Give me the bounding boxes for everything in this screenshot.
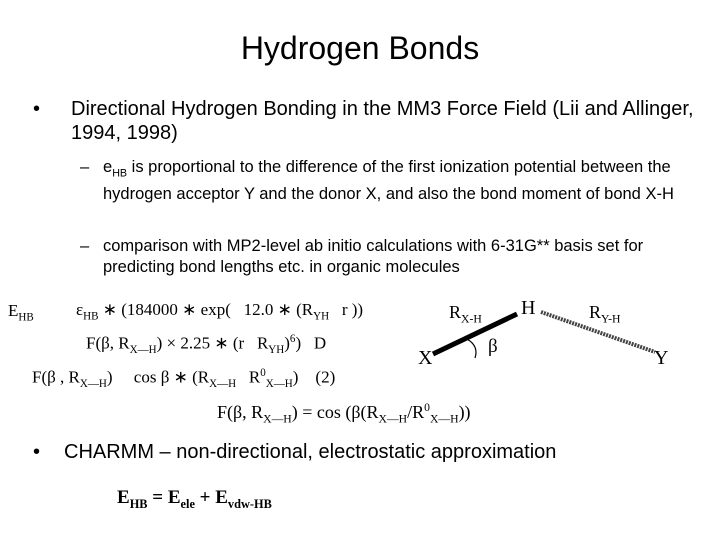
equation-line-3: F(β , $R_{X—H}$) cos β ∗ ($R_{X—H}$ $R^0_{X—H}$) (2) <box>32 367 336 391</box>
bullet-marker: • <box>33 441 41 463</box>
sub-bullet-marker: – <box>80 158 90 176</box>
page-title: Hydrogen Bonds <box>240 30 480 66</box>
sub-bullet-mp2-text: comparison with MP2-level ab initio calculations with 6-31G** basis set for predicting bond lengths etc. in organic molecules <box>103 237 644 276</box>
ryh-label: $R_{Y-H}$ <box>589 302 621 326</box>
ehb-symbol: e <box>103 158 113 176</box>
ehb-description: is proportional to the difference of the first ionization potential between the hydrogen acceptor Y and the donor X, and also the bond moment of bond X-H <box>103 158 674 204</box>
equation-ehb-lhs: $E_{HB}$ <box>8 301 34 324</box>
equation-line-4: F(β, $R_{X—H}) = \cos (\beta(R_{X—H}/R^0_{X—H}))$ <box>217 401 471 426</box>
beta-angle-arc <box>467 339 476 358</box>
atom-y-label: Y <box>654 347 669 369</box>
bullet-marker: • <box>33 98 41 120</box>
equation-line-2: F(β, $R_{X—H}) \times 2.25$ ∗ (r $R_{YH})^6$) D <box>86 333 327 357</box>
rxh-label: $R_{X-H}$ <box>449 302 482 326</box>
atom-x-label: X <box>418 347 433 369</box>
beta-label: β <box>488 336 498 357</box>
equation-charmm: $E_{HB} = E_{ele} + E_{vdw-HB}$ <box>117 487 272 511</box>
sub-bullet-ehb-text <box>103 157 703 205</box>
equation-line-1: $\varepsilon_{HB}$ ∗ (184000 ∗ exp( 12.0 ∗ ($R_{YH}$ r )) <box>76 300 364 323</box>
bullet-mm3-text: Directional Hydrogen Bonding in the MM3 Force Field (Lii and Allinger, 1994, 1998) <box>71 98 694 144</box>
ehb-subscript: HB <box>112 167 128 180</box>
sub-bullet-marker: – <box>80 237 90 255</box>
bullet-charmm-text: CHARMM – non-directional, electrostatic approximation <box>64 441 557 463</box>
atom-h-label: H <box>521 297 536 319</box>
